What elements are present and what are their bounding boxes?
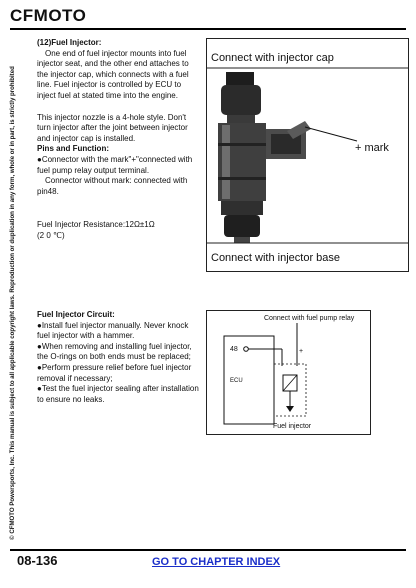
injector-nozzle-symbol bbox=[286, 406, 294, 412]
inlet-tip bbox=[226, 72, 254, 86]
section-heading-fuel-injector: (12)Fuel Injector: bbox=[37, 38, 102, 47]
resistance-block bbox=[37, 220, 199, 241]
injector-resistance: Fuel Injector Resistance:12Ω±1Ω bbox=[37, 220, 155, 229]
coil-diagonal bbox=[283, 375, 297, 391]
page-number: 08-136 bbox=[17, 553, 58, 568]
plus-mark-label: + mark bbox=[355, 142, 389, 154]
circuit-note: ●Test the fuel injector sealing after installation to ensure no leaks. bbox=[37, 384, 199, 404]
nozzle-tip bbox=[234, 237, 250, 243]
injector-label: Fuel injector bbox=[273, 423, 312, 430]
pin-48-label: 48 bbox=[230, 346, 238, 353]
body-ring-1 bbox=[218, 143, 266, 146]
injector-description: One end of fuel injector mounts into fuel injector seat, and the other end attaches to the injector cap, which connects with a fuel line. Fuel injector is controlled by ECU to inject fuel at stated time into the engine. bbox=[37, 48, 189, 100]
pins-heading: Pins and Function: bbox=[37, 144, 109, 154]
pin-plus-description: ●Connector with the mark"+"connected with fuel pump relay output terminal. bbox=[37, 154, 193, 175]
pin-unmarked-description: Connector without mark: connected with pin48. bbox=[37, 176, 188, 196]
section-heading-circuit: Fuel Injector Circuit: bbox=[37, 310, 115, 319]
injector-nozzle-note: This injector nozzle is a 4-hole style. Don't turn injector after the joint between injector and injector cap is installed. bbox=[37, 112, 188, 143]
injector-text-column bbox=[37, 38, 199, 197]
caption-injector-base: Connect with injector base bbox=[211, 252, 341, 264]
injector-neck bbox=[227, 115, 255, 123]
relay-label: Connect with fuel pump relay bbox=[264, 315, 355, 322]
circuit-figure bbox=[206, 310, 371, 435]
body-highlight bbox=[222, 125, 230, 199]
injector-figure bbox=[206, 38, 409, 272]
caption-injector-cap: Connect with injector cap bbox=[211, 52, 334, 64]
circuit-note: ●Install fuel injector manually. Never knock fuel injector with a hammer. bbox=[37, 320, 189, 341]
injector-o-ring-bottom bbox=[224, 215, 260, 237]
chapter-index-link[interactable]: GO TO CHAPTER INDEX bbox=[152, 556, 281, 568]
resistance-temperature: (2 0 ℃) bbox=[37, 230, 65, 240]
circuit-note: ●Perform pressure relief before fuel injector removal if necessary; bbox=[37, 362, 192, 383]
brand-logo: CFMOTO bbox=[10, 6, 87, 25]
injector-illustration bbox=[207, 39, 408, 271]
pin-48-terminal bbox=[244, 347, 249, 352]
injector-o-ring-top bbox=[221, 85, 261, 115]
lower-collar bbox=[221, 201, 263, 215]
ecu-label: ECU bbox=[230, 378, 243, 384]
footer-rule bbox=[10, 549, 406, 551]
body-ring-2 bbox=[218, 177, 266, 180]
plus-mark-leader bbox=[305, 127, 357, 141]
circuit-diagram bbox=[207, 311, 370, 434]
header-rule bbox=[10, 28, 406, 30]
circuit-text-column bbox=[37, 310, 199, 405]
copyright-side-note: © CFMOTO Powersports, Inc. This manual is subject to all applicable copyright laws. Reproduction or duplication in any form, whole or in part, is strictly prohibited bbox=[9, 66, 16, 540]
plus-terminal-label: + bbox=[299, 348, 304, 355]
spacer bbox=[37, 102, 199, 113]
circuit-note: ●When removing and installing fuel injector, the O-rings on both ends must be replaced; bbox=[37, 341, 192, 362]
